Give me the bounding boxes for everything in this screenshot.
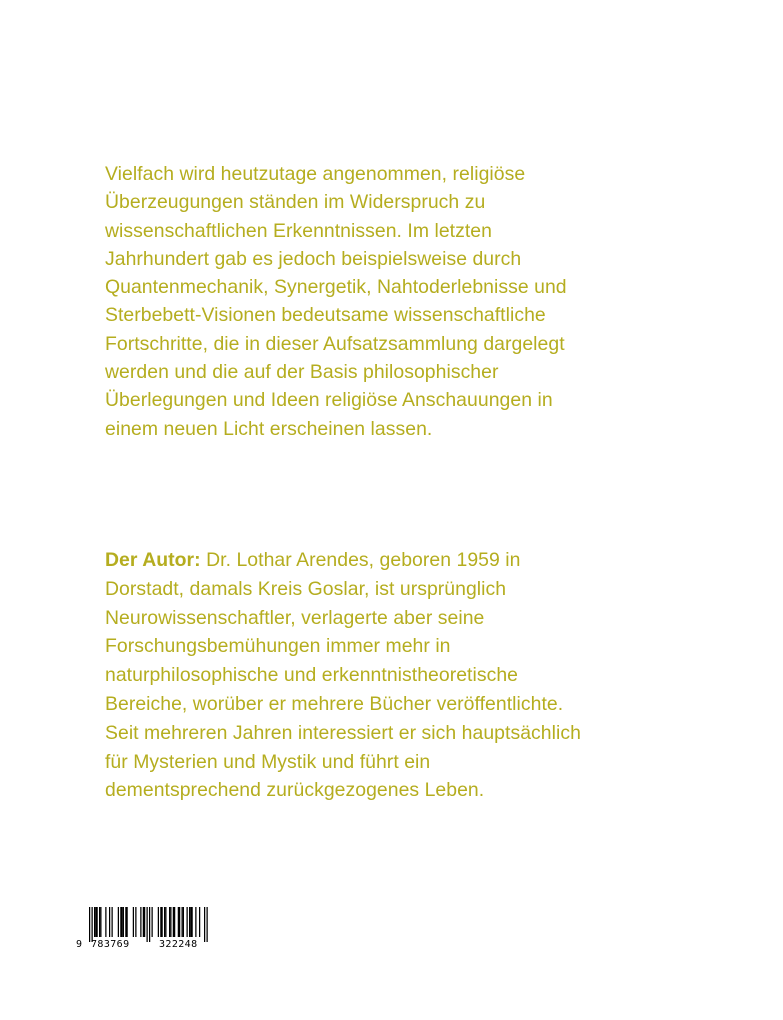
author-bio [105,546,665,805]
barcode-bar [164,907,165,937]
barcode-bar [187,907,188,937]
barcode-bar [179,907,180,937]
barcode-bar [178,907,179,937]
author-label: Der Autor: [105,549,201,571]
barcode-bar [174,907,175,937]
barcode-bar [170,907,171,937]
barcode-bar [94,907,95,937]
barcode-bar [152,907,153,937]
barcode-bar [160,907,161,937]
barcode-digit-first: 9 [76,939,83,950]
barcode-bar [112,907,113,937]
barcode-bar [109,907,110,937]
barcode-bar [100,907,101,937]
barcode-bars [89,907,208,942]
barcode-bar [207,907,208,942]
barcode-bar [118,907,119,937]
barcode-bar [192,907,193,937]
barcode-bar [183,907,184,937]
description-line: werden und die auf der Basis philosophischer [105,361,499,384]
barcode-bar [195,907,196,937]
description-line: Quantenmechanik, Synergetik, Nahtoderlebnisse und [105,276,567,299]
author-bio-line: dementsprechend zurückgezogenes Leben. [105,779,485,802]
barcode-bar [190,907,191,937]
author-bio-first-line [105,546,665,575]
barcode-digits-left: 783769 [91,939,130,950]
author-bio-line: Forschungsbemühungen immer mehr in [105,635,451,658]
author-bio-line: Dorstadt, damals Kreis Goslar, ist ursprünglich [105,577,507,600]
barcode-bar [147,907,148,942]
barcode-bar [95,907,96,937]
barcode-bar [169,907,170,937]
barcode-bar [165,907,166,937]
barcode-bar [133,907,134,937]
barcode-bar [189,907,190,937]
author-bio-text: Dr. Lothar Arendes, geboren 1959 in [200,549,521,571]
barcode-bar [97,907,98,937]
description-line: Sterbebett-Visionen bedeutsame wissenschaftliche [105,304,546,327]
barcode-graphic [74,906,224,950]
barcode-bar [144,907,145,937]
barcode-bar [105,907,106,937]
barcode-bar [92,907,93,942]
barcode-bar [158,907,159,937]
description-line: einem neuen Licht erscheinen lassen. [105,417,433,440]
barcode-bar [127,907,128,937]
barcode-bar [89,907,90,942]
barcode-bar [199,907,200,937]
barcode-bar [123,907,124,937]
author-bio-line: Seit mehreren Jahren interessiert er sich hauptsächlich [105,721,581,744]
barcode-bar [204,907,205,942]
description-line: Überzeugungen ständen im Widerspruch zu [105,191,486,214]
author-bio-line: Neurowissenschaftler, verlagerte aber seine [105,606,485,629]
description-line: Fortschritte, die in dieser Aufsatzsammlung dargelegt [105,332,565,355]
description-line: Jahrhundert gab es jedoch beispielsweise durch [105,247,522,270]
description-line: wissenschaftlichen Erkenntnissen. Im letzten [105,219,492,242]
barcode-bar [140,907,141,937]
barcode-bar [122,907,123,937]
author-bio-line: für Mysterien und Mystik und führt ein [105,750,431,773]
barcode-bar [143,907,144,937]
barcode-bar [120,907,121,937]
barcode-digits-right: 322248 [159,939,198,950]
isbn-barcode [74,906,224,950]
description-line: Vielfach wird heutzutage angenommen, religiöse [105,163,526,185]
barcode-bar [99,907,100,937]
book-description [105,160,665,443]
barcode-bar [125,907,126,937]
barcode-bar [149,907,150,942]
author-bio-line: naturphilosophische und erkenntnistheoretische [105,664,519,687]
barcode-bar [182,907,183,937]
author-bio-line: Bereiche, worüber er mehrere Bücher veröffentlichte. [105,692,564,715]
description-line: Überlegungen und Ideen religiöse Anschauungen in [105,389,553,412]
barcode-bar [135,907,136,937]
barcode-bar [173,907,174,937]
barcode-bar [162,907,163,937]
